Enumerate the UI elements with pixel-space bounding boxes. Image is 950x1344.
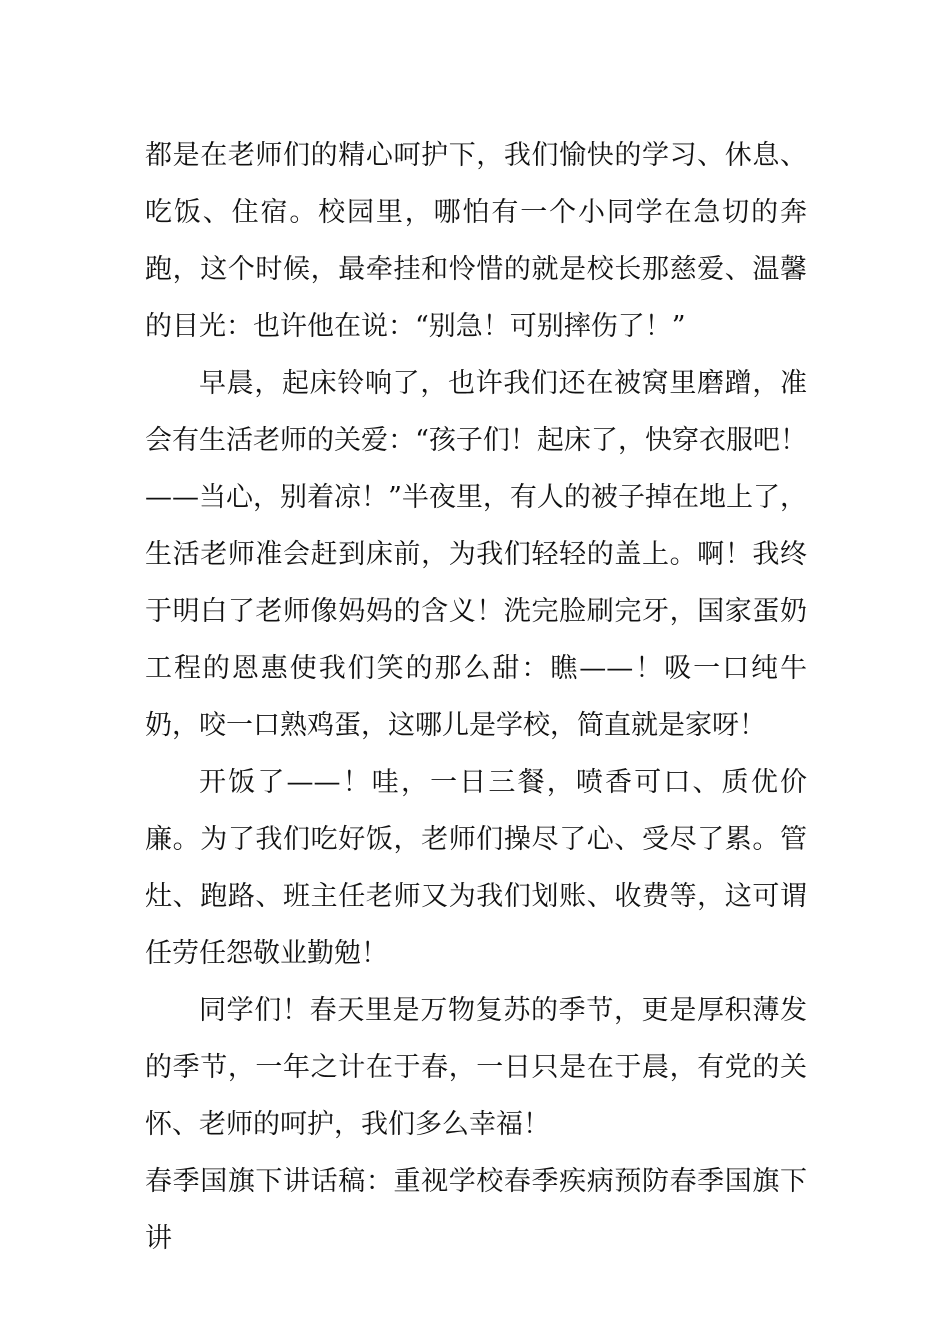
paragraph-1: 都是在老师们的精心呵护下，我们愉快的学习、休息、吃饭、住宿。校园里，哪怕有一个小同学在急切的奔跑，这个时候，最牵挂和怜惜的就是校长那慈爱、温馨的目光：也许他在说：“别急！可别摔伤了！” [145,140,807,342]
document-body [145,127,807,1267]
paragraph-3: 开饭了——！哇，一日三餐，喷香可口、质优价廉。为了我们吃好饭，老师们操尽了心、受尽了累。管灶、跑路、班主任老师又为我们划账、收费等，这可谓任劳任怨敬业勤勉！ [145,767,807,969]
paragraph-5-heading: 春季国旗下讲话稿：重视学校春季疾病预防春季国旗下讲 [145,1166,807,1254]
paragraph-4: 同学们！春天里是万物复苏的季节，更是厚积薄发的季节，一年之计在于春，一日只是在于晨，有党的关怀、老师的呵护，我们多么幸福！ [145,995,807,1140]
paragraph-2: 早晨，起床铃响了，也许我们还在被窝里磨蹭，准会有生活老师的关爱：“孩子们！起床了，快穿衣服吧！——当心，别着凉！”半夜里，有人的被子掉在地上了，生活老师准会赶到床前，为我们轻轻的盖上。啊！我终于明白了老师像妈妈的含义！洗完脸刷完牙，国家蛋奶工程的恩惠使我们笑的那么甜：瞧——！吸一口纯牛奶，咬一口熟鸡蛋，这哪儿是学校，简直就是家呀！ [145,368,807,741]
